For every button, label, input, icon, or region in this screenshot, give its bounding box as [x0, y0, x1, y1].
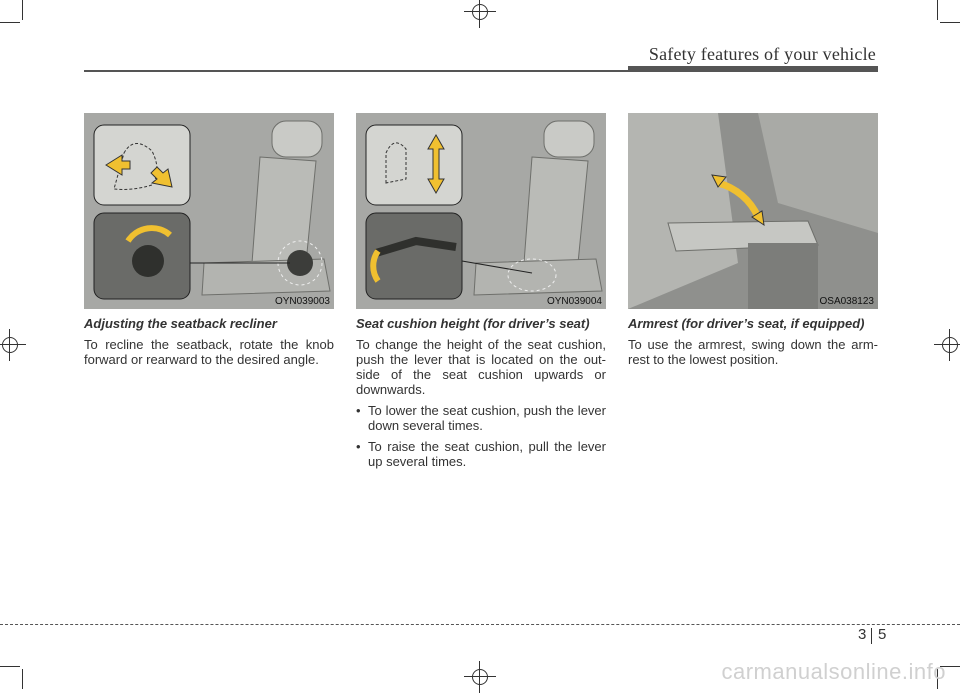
figure-armrest: [628, 113, 878, 309]
figure-code: OYN039004: [546, 296, 602, 307]
crop-mark: [22, 0, 23, 20]
section-heading: Adjusting the seatback recliner: [84, 316, 277, 331]
crop-mark: [0, 666, 20, 667]
registration-mark: [0, 335, 20, 355]
page-number-separator: [871, 628, 872, 644]
section-seatback-recliner: [84, 316, 334, 373]
crop-mark: [937, 0, 938, 20]
crop-mark: [22, 669, 23, 689]
registration-mark: [470, 667, 490, 687]
figure-code: OSA038123: [819, 296, 874, 307]
section-armrest: [628, 316, 878, 373]
list-item: • To lower the seat cushion, push the lever down several times.: [356, 403, 606, 433]
crop-mark: [940, 22, 960, 23]
page-number: 5: [878, 626, 887, 643]
section-paragraph: To use the armrest, swing down the arm-rest to the lowest position.: [628, 337, 878, 367]
header-rule-accent: [628, 66, 878, 72]
section-seat-cushion-height: [356, 316, 606, 475]
figure-seatback-recliner: [84, 113, 334, 309]
figure-code: OYN039003: [274, 296, 330, 307]
watermark: carmanualsonline.info: [721, 659, 946, 684]
section-paragraph: To change the height of the seat cushion, push the lever that is located on the out-side of the seat cushion upwards or downwards.: [356, 337, 606, 397]
crop-mark: [0, 22, 20, 23]
registration-mark: [940, 335, 960, 355]
registration-mark: [470, 2, 490, 22]
section-heading: Armrest (for driver’s seat, if equipped): [628, 316, 865, 331]
section-paragraph: To recline the seatback, rotate the knob forward or rearward to the desired angle.: [84, 337, 334, 367]
figure-seat-cushion-height: [356, 113, 606, 309]
chapter-number: 3: [858, 626, 867, 643]
bullet-list: [356, 403, 606, 469]
section-header-title: Safety features of your vehicle: [648, 44, 876, 64]
footer-rule: [0, 624, 960, 625]
section-heading: Seat cushion height (for driver’s seat): [356, 316, 590, 331]
list-item: • To raise the seat cushion, pull the lever up several times.: [356, 439, 606, 469]
